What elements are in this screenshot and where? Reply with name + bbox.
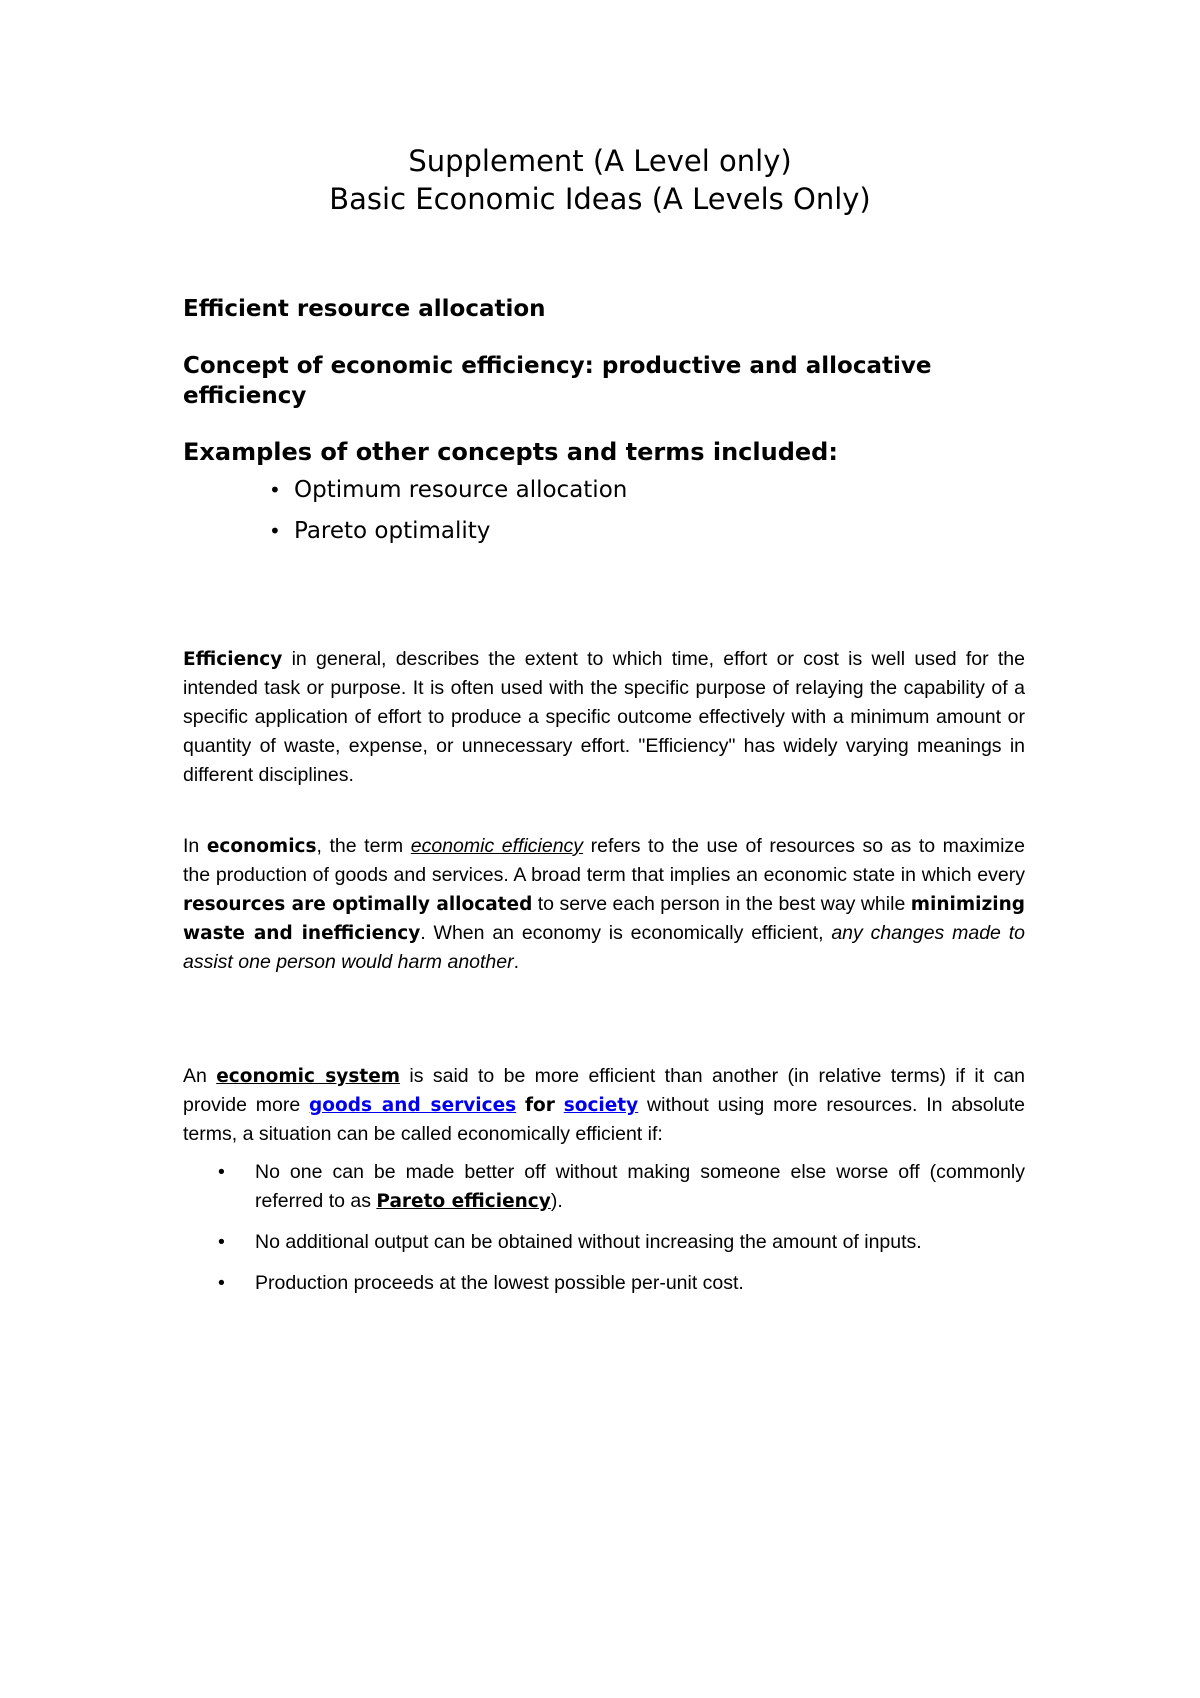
list-item-text: Optimum resource allocation (294, 477, 628, 503)
document-title (0, 142, 1200, 218)
text-run: In (183, 835, 207, 857)
paragraph-text: in general, describes the extent to which time, effort or cost is well used for the intended task or purpose. It is often used with the specific purpose of relaying the capability of a specific application of effort to produce a specific outcome effectively with a minimum amount or quantity of waste, expense, or unnecessary effort. "Efficiency" has widely varying meanings in different disciplines. (183, 648, 1025, 786)
term-minimizing-waste: minimizing waste and inefficiency (183, 894, 1025, 944)
italic-phrase: any changes made to assist one person would harm another (183, 922, 1025, 973)
text-run: No one can be made better off without making someone else worse off (commonly referred to as (255, 1161, 1025, 1212)
text-run (516, 1094, 525, 1116)
term-pareto-efficiency: Pareto efficiency (376, 1191, 551, 1212)
title-line-1: Supplement (A Level only) (408, 144, 792, 178)
heading-efficient-resource-allocation: Efficient resource allocation (183, 296, 546, 322)
heading-concept-of-economic-efficiency: Concept of economic efficiency: productive and allocative efficiency (183, 353, 932, 409)
term-economic-system: economic system (216, 1066, 401, 1087)
bullet-icon: • (218, 1231, 225, 1253)
text-run: , the term (316, 835, 411, 857)
paragraph-economics (183, 832, 1025, 977)
text-run: to serve each person in the best way while (532, 893, 911, 915)
text-run: without using more resources. In absolute terms, a situation can be called economically efficient if: (183, 1094, 1026, 1145)
title-line-2: Basic Economic Ideas (A Levels Only) (329, 182, 871, 216)
text-run: An (183, 1065, 217, 1087)
bullet-icon: • (218, 1161, 225, 1183)
term-economics: economics (206, 836, 317, 857)
text-run: refers to the use of resources so as to maximize the production of goods and services. A broad term that implies an economic state in which every (183, 835, 1025, 886)
list-item-text: Pareto optimality (294, 518, 491, 544)
text-run (555, 1094, 564, 1116)
concepts-list (269, 475, 628, 557)
list-item (183, 1269, 1025, 1298)
term-for: for (525, 1095, 555, 1116)
paragraph-economic-system (183, 1062, 1025, 1149)
list-item-text: Production proceeds at the lowest possible per-unit cost. (255, 1272, 744, 1294)
text-run: is said to be more efficient than another (in relative terms) if it can provide more (183, 1065, 1025, 1116)
term-efficiency: Efficiency (183, 649, 283, 670)
term-optimally-allocated: resources are optimally allocated (183, 894, 533, 915)
bullet-icon: • (269, 519, 281, 543)
bullet-icon: • (218, 1272, 225, 1294)
list-item (269, 516, 627, 557)
paragraph-efficiency-definition (183, 645, 1025, 790)
heading-examples: Examples of other concepts and terms included: (183, 438, 838, 466)
text-run: . When an economy is economically efficient, (420, 922, 832, 944)
list-item (183, 1228, 1025, 1257)
efficiency-conditions-list (183, 1158, 1025, 1310)
list-item (269, 475, 628, 516)
text-run: ). (550, 1190, 563, 1212)
term-economic-efficiency: economic efficiency (410, 835, 584, 857)
link-society[interactable]: society (563, 1095, 639, 1116)
bullet-icon: • (269, 478, 281, 502)
list-item (183, 1158, 1025, 1216)
link-goods-and-services[interactable]: goods and services (309, 1095, 517, 1116)
text-run: . (513, 951, 520, 973)
list-item-text: No additional output can be obtained without increasing the amount of inputs. (255, 1231, 922, 1253)
